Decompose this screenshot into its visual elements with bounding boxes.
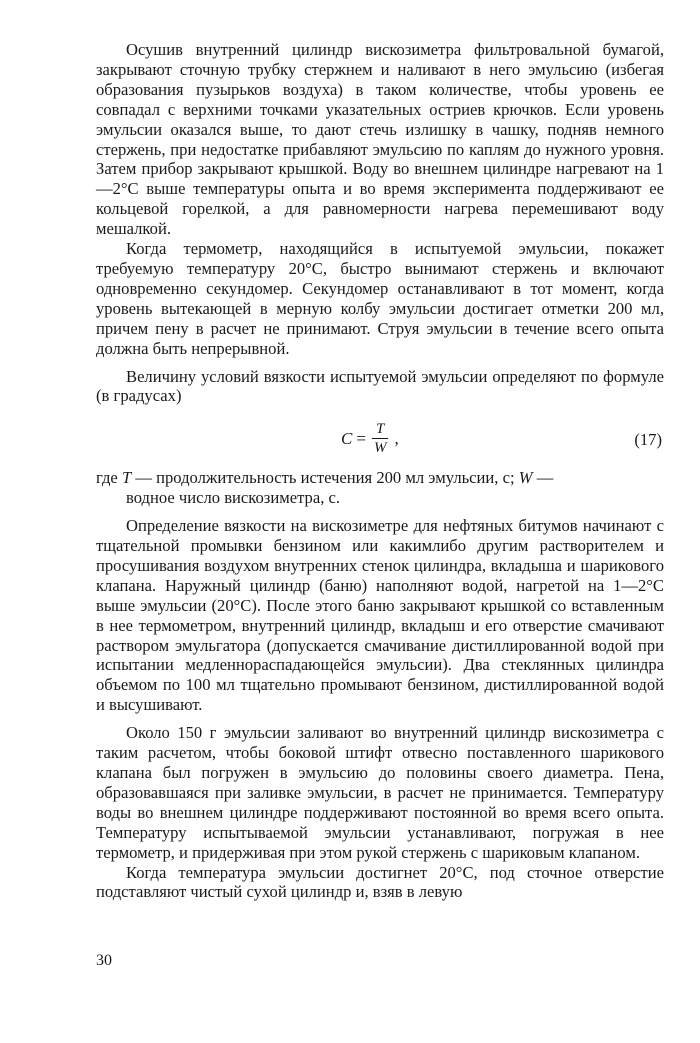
where-t-var: T — [121, 468, 132, 488]
formula-lhs: C — [341, 428, 353, 448]
where-w-dash: — — [536, 468, 554, 488]
formula-denominator: W — [373, 440, 387, 457]
page-body — [96, 40, 664, 902]
formula-equals: = — [356, 428, 366, 448]
where-line — [96, 468, 664, 488]
paragraph-5: Около 150 г эмульсии заливают во внутренний цилиндр вискозиметра с таким расчетом, чтобы боковой штифт отвесно поставленного шарикового клапана был погружен в эмульсию до половины своего диаметра. Пена, образовавшаяся при заливке эмульсии, в расчет не принимается. Температуру воды во внешнем цилиндре поддерживают постоянной во время всего опыта. Температуру испытываемой эмульсии устанавливают, погружая в нее термометр, и придерживая при этом рукой стержень с шариковым клапаном. — [96, 723, 664, 862]
page-number: 30 — [96, 952, 112, 969]
formula-numerator: T — [372, 420, 388, 439]
paragraph-2: Когда термометр, находящийся в испытуемой эмульсии, покажет требуемую температуру 20°С, быстро вынимают стержень и включают одновременно секундомер. Секундомер останавливают в тот момент, когда уровень вытекающей в мерную колбу эмульсии достигает отметки 200 мл, причем пену в расчет не принимают. Струя эмульсии в течение всего опыта должна быть непрерывной. — [96, 239, 664, 358]
formula-fraction — [370, 420, 391, 457]
formula-17 — [96, 410, 664, 468]
where-continuation: водное число вискозиметра, с. — [126, 488, 341, 508]
paragraph-3: Величину условий вязкости испытуемой эмульсии определяют по формуле (в градусах) — [96, 366, 664, 406]
where-lead: где — [96, 468, 118, 488]
paragraph-4: Определение вязкости на вискозиметре для нефтяных битумов начинают с тщательной промывки бензином или какимлибо другим растворителем и просушивания воздухом внутренних стенок цилиндра, вкладыша и шарикового клапана. Наружный цилиндр (баню) наполняют водой, нагретой на 1—2°С выше эмульсии (20°С). После этого баню закрывают крышкой со вставленным в нее термометром, внутренний цилиндр, вкладыш и его отверстие смачивают раствором эмульгатора (допускается смачивание дистиллированной водой при испытании медленнораспадающейся эмульсии). Два стеклянных цилиндра объемом по 100 мл тщательно промывают бензином, дистиллированной водой и высушивают. — [96, 516, 664, 715]
formula-expression — [341, 420, 399, 457]
where-w-var: W — [518, 468, 533, 488]
formula-number: (17) — [634, 430, 662, 450]
paragraph-6: Когда температура эмульсии достигнет 20°С, под сточное отверстие подставляют чистый сухой цилиндр и, взяв в левую — [96, 862, 664, 902]
paragraph-1: Осушив внутренний цилиндр вискозиметра фильтровальной бумагой, закрывают сточную трубку стержнем и наливают в него эмульсию (избегая образования пузырьков воздуха) в таком количестве, чтобы уровень ее совпадал с верхними точками указательных остриев крючков. Если уровень эмульсии оказался выше, то дают стечь излишку в чашку, подняв немного стержень, при недостатке прибавляют эмульсию по каплям до нужного уровня. Затем прибор закрывают крышкой. Воду во внешнем цилиндре нагревают на 1—2°С выше температуры опыта и во время эксперимента поддерживают ее кольцевой горелкой, а для равномерности нагрева перемешивают воду мешалкой. — [96, 40, 664, 239]
formula-comma: , — [394, 428, 399, 448]
where-t-text: — продолжительность истечения 200 мл эмульсии, с; — [135, 468, 515, 488]
